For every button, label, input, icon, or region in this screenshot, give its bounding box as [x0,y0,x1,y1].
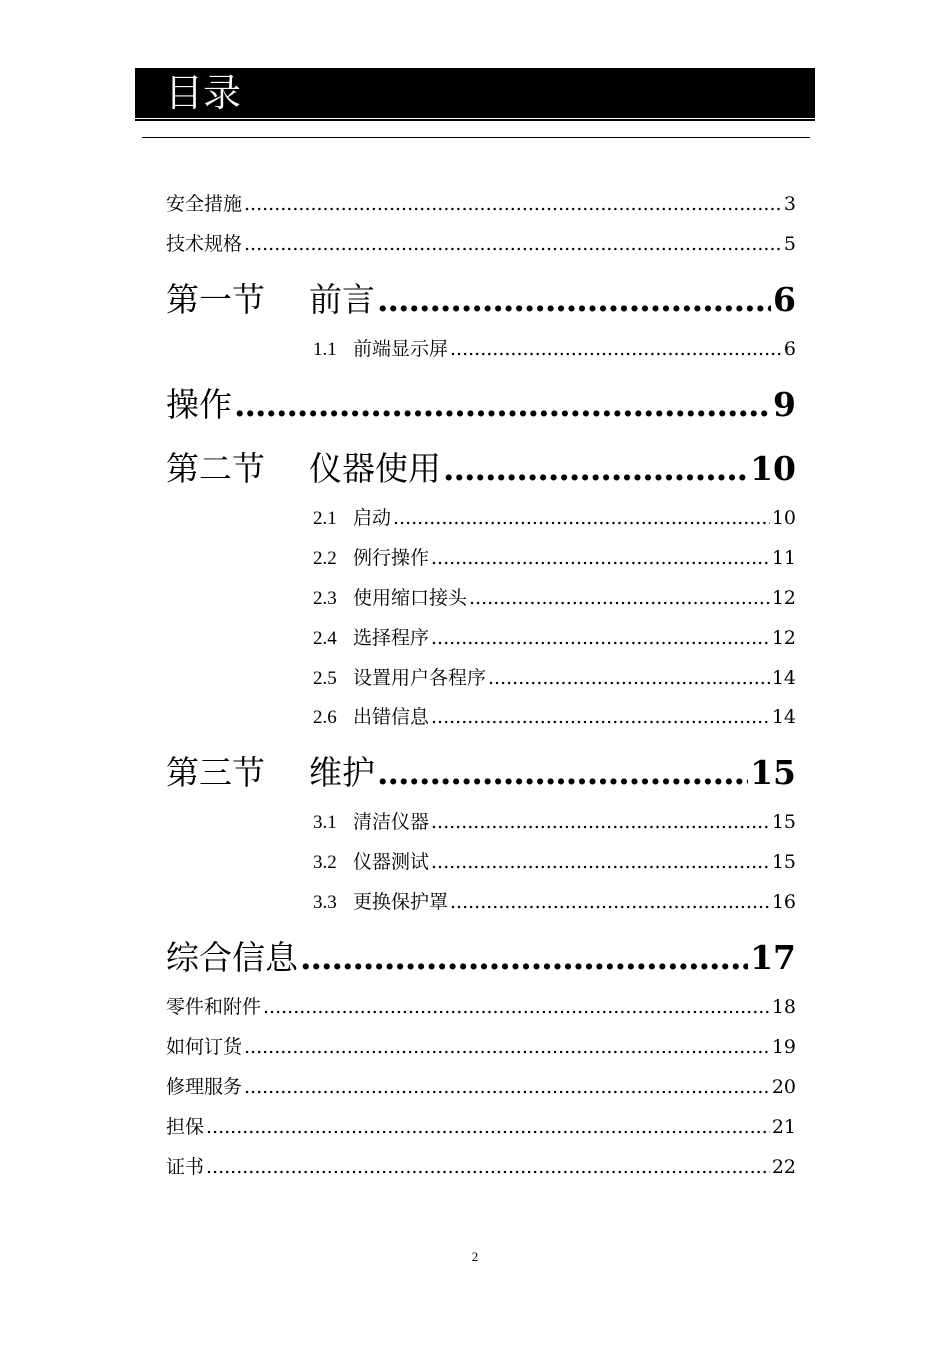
toc-entry-page: 6 [783,338,796,360]
toc-entry-label: 前言 [309,280,375,319]
toc-entry-label: 证书 [166,1156,205,1178]
dot-leader [431,810,770,834]
toc-entry-page: 18 [771,996,796,1018]
dot-leader [431,850,770,874]
toc-entry-label: 选择程序 [353,627,430,649]
toc-entry-page: 20 [771,1076,796,1098]
toc-entry-warranty[interactable] [166,1115,796,1139]
toc-subsection-number: 3.2 [313,852,337,873]
dot-leader [393,506,770,530]
toc-entry-page: 14 [771,706,796,728]
toc-entry-section-1[interactable] [166,279,796,321]
toc-subsection-number: 2.5 [313,668,337,689]
dot-leader [206,1115,770,1139]
dot-leader [488,666,770,690]
toc-entry-label: 安全措施 [166,193,243,215]
toc-subsection-number: 2.3 [313,588,337,609]
toc-entry-page: 16 [771,891,796,913]
dot-leader [431,705,770,729]
dot-leader [244,232,782,256]
toc-section-number: 第二节 [166,449,265,488]
dot-leader [377,752,748,794]
dot-leader [469,586,770,610]
dot-leader [450,337,782,361]
dot-leader [450,890,770,914]
toc-entry-label: 出错信息 [353,706,430,728]
toc-entry-label: 担保 [166,1116,205,1138]
toc-entry-label: 操作 [166,385,232,424]
toc-entry-page: 6 [773,280,796,319]
toc-subsection-number: 2.2 [313,548,337,569]
toc-entry-page: 21 [771,1116,796,1138]
toc-subsection-number: 2.1 [313,508,337,529]
toc-entry-2-5[interactable] [313,666,796,691]
toc-entry-operation[interactable] [166,384,796,426]
toc-entry-3-2[interactable] [313,850,796,875]
toc-entry-page: 14 [771,667,796,689]
toc-entry-page: 11 [771,547,796,569]
toc-entry-2-2[interactable] [313,546,796,571]
dot-leader [431,626,770,650]
dot-leader [244,192,782,216]
toc-entry-label: 更换保护罩 [353,891,449,913]
toc-entry-2-3[interactable] [313,586,796,611]
toc-entry-label: 使用缩口接头 [353,587,468,609]
toc-subsection-number: 2.6 [313,707,337,728]
toc-entry-page: 15 [771,851,796,873]
toc-entry-label: 仪器使用 [309,449,441,488]
toc-subsection-number: 1.1 [313,339,337,360]
toc-entry-page: 15 [750,753,796,792]
title-underline [135,119,815,121]
toc-entry-certificate[interactable] [166,1155,796,1179]
toc-entry-specs[interactable] [166,232,796,256]
dot-leader [206,1155,770,1179]
toc-entry-3-3[interactable] [313,890,796,915]
dot-leader [377,279,771,321]
dot-leader [244,1035,770,1059]
toc-section-number: 第三节 [166,753,265,792]
dot-leader [244,1075,770,1099]
toc-entry-page: 3 [783,193,796,215]
toc-section-number: 第一节 [166,280,265,319]
toc-entry-page: 5 [783,233,796,255]
toc-entry-page: 19 [771,1036,796,1058]
toc-entry-page: 10 [750,449,796,488]
dot-leader [431,546,770,570]
toc-entry-label: 修理服务 [166,1076,243,1098]
toc-entry-label: 如何订货 [166,1036,243,1058]
toc-entry-label: 例行操作 [353,547,430,569]
toc-entry-section-2[interactable] [166,448,796,490]
dot-leader [263,995,770,1019]
page-number: 2 [471,1249,479,1264]
toc-entry-label: 启动 [353,507,392,529]
toc-entry-label: 零件和附件 [166,996,262,1018]
toc-entry-2-1[interactable] [313,506,796,531]
toc-entry-label: 清洁仪器 [353,811,430,833]
toc-title: 目录 [135,68,815,118]
toc-entry-general-info[interactable] [166,937,796,979]
dot-leader [443,448,748,490]
toc-entry-safety[interactable] [166,192,796,216]
toc-entry-1-1[interactable] [313,337,796,362]
toc-subsection-number: 3.3 [313,892,337,913]
toc-entry-section-3[interactable] [166,752,796,794]
toc-entry-page: 9 [773,385,796,424]
toc-entry-2-4[interactable] [313,626,796,651]
toc-entry-label: 前端显示屏 [353,338,449,360]
toc-subsection-number: 2.4 [313,628,337,649]
toc-entry-page: 12 [771,627,796,649]
toc-entry-3-1[interactable] [313,810,796,835]
toc-entry-label: 仪器测试 [353,851,430,873]
toc-entry-label: 设置用户各程序 [353,667,487,689]
toc-entry-label: 维护 [309,753,375,792]
toc-entry-page: 10 [771,507,796,529]
toc-entry-page: 17 [750,938,796,977]
toc-entry-parts[interactable] [166,995,796,1019]
dot-leader [300,937,748,979]
toc-entry-page: 22 [771,1156,796,1178]
header-rule [142,137,810,138]
toc-entry-ordering[interactable] [166,1035,796,1059]
toc-entry-page: 12 [771,587,796,609]
toc-entry-page: 15 [771,811,796,833]
toc-entry-label: 技术规格 [166,233,243,255]
toc-entry-label: 综合信息 [166,938,298,977]
toc-subsection-number: 3.1 [313,812,337,833]
toc-entry-2-6[interactable] [313,705,796,730]
dot-leader [234,384,771,426]
toc-entry-repair[interactable] [166,1075,796,1099]
